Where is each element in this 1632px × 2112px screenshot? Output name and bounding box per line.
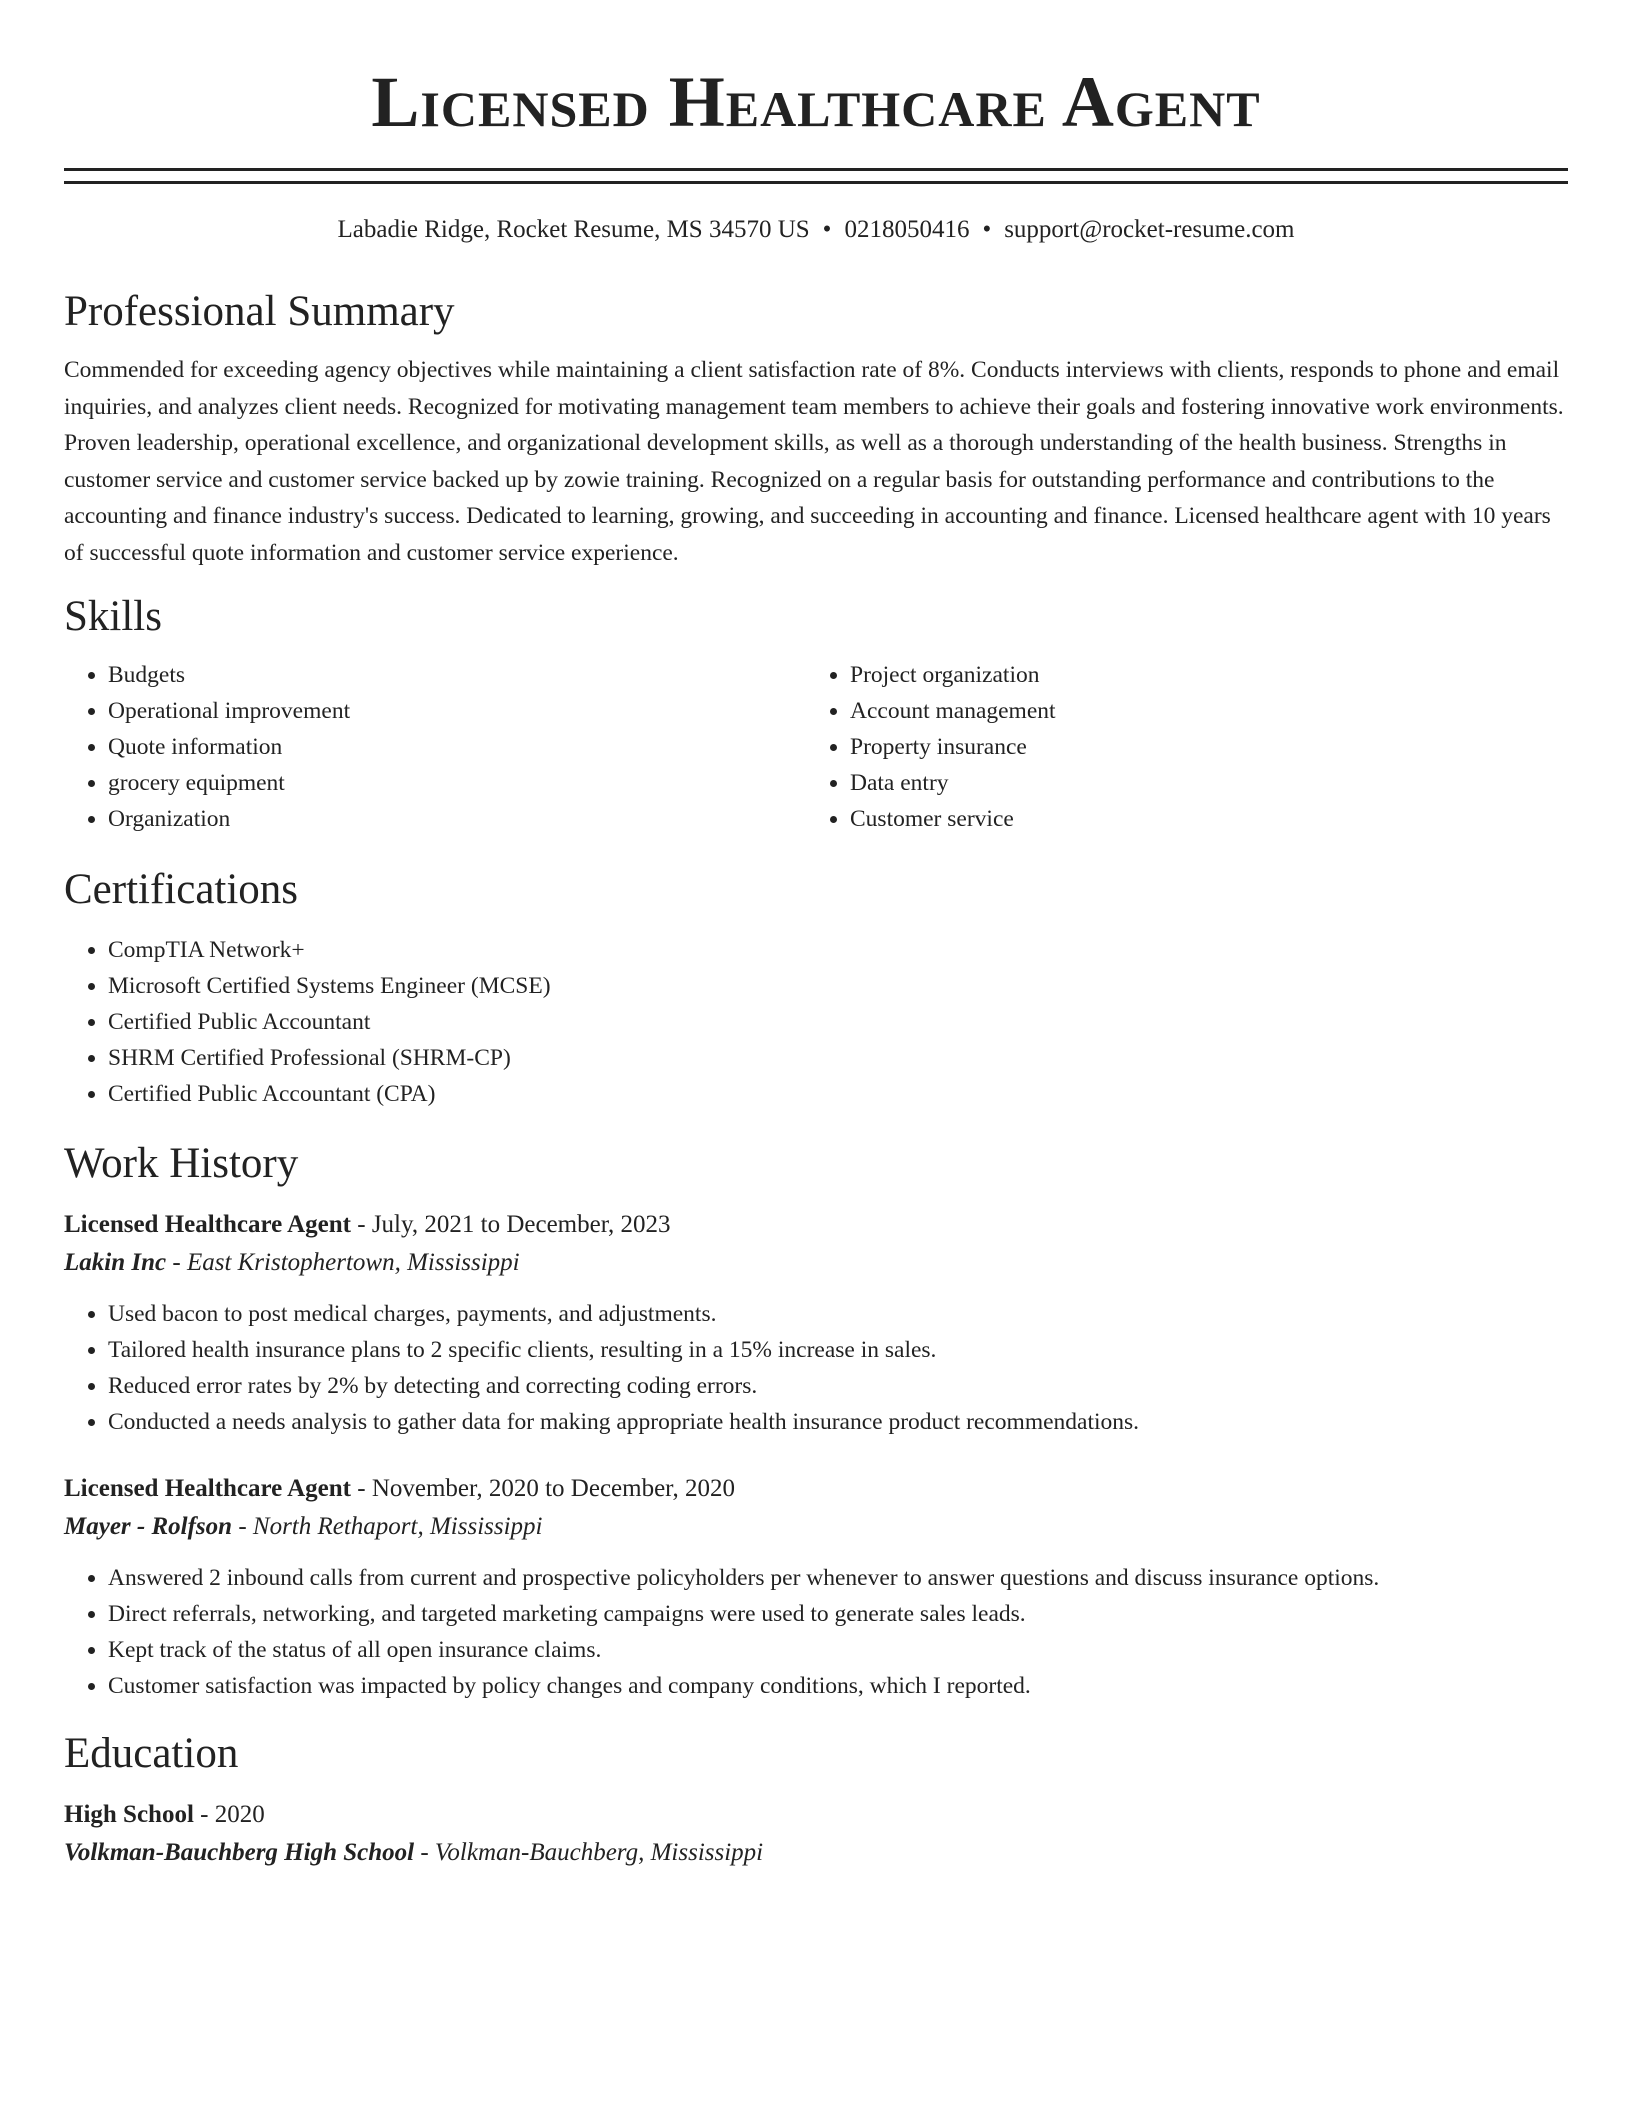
- skill-item: • Quote information: [108, 729, 806, 765]
- job-entry: [64, 1206, 1568, 1440]
- skill-item: • Property insurance: [850, 729, 1548, 765]
- contact-separator: •: [822, 216, 832, 243]
- contact-address: Labadie Ridge, Rocket Resume, MS 34570 US: [337, 216, 810, 243]
- skill-item: • Account management: [850, 693, 1548, 729]
- skill-item: • grocery equipment: [108, 765, 806, 801]
- job-dates: July, 2021 to December, 2023: [371, 1211, 671, 1238]
- job-bullet: • Answered 2 inbound calls from current and prospective policyholders per whenever to answer questions and discuss insurance options.: [108, 1560, 1568, 1596]
- certification-item: • CompTIA Network+: [108, 932, 1568, 968]
- resume-title: Licensed Healthcare Agent: [371, 62, 1261, 142]
- certifications-section: [64, 864, 1568, 1112]
- certifications-heading: Certifications: [64, 866, 299, 913]
- work-history-section: [64, 1138, 1568, 1704]
- work-history-heading: Work History: [64, 1140, 299, 1187]
- education-degree: High School: [64, 1801, 194, 1828]
- summary-section: [64, 286, 1568, 571]
- education-school-line: Volkman-Bauchberg High School - Volkman-Bauchberg, Mississippi: [64, 1839, 764, 1866]
- skills-heading: Skills: [64, 593, 162, 640]
- contact-phone: 0218050416: [844, 216, 970, 243]
- skill-item: • Customer service: [850, 801, 1548, 837]
- job-bullets: [64, 1560, 1568, 1704]
- job-bullet: • Direct referrals, networking, and targeted marketing campaigns were used to generate sales leads.: [108, 1596, 1568, 1632]
- job-company: Mayer - Rolfson: [64, 1513, 233, 1540]
- skill-item: • Project organization: [850, 657, 1548, 693]
- job-title: Licensed Healthcare Agent: [64, 1475, 351, 1502]
- contact-line: [64, 214, 1568, 246]
- skills-list-left: [64, 657, 806, 837]
- certifications-list: [64, 932, 1568, 1112]
- summary-text: Commended for exceeding agency objectives while maintaining a client satisfaction rate of 8%. Conducts interviews with clients, responds to phone and email inquiries, and analyzes client needs. Recognized for motivating management team members to achieve their goals and fostering innovative work environments. Proven leadership, operational excellence, and organizational development skills, as well as a thorough understanding of the health business. Strengths in customer service and customer service backed up by zowie training. Recognized on a regular basis for outstanding performance and contributions to the accounting and finance industry's success. Dedicated to learning, growing, and succeeding in accounting and finance. Licensed healthcare agent with 10 years of successful quote information and customer service experience.: [64, 357, 1564, 566]
- job-title-line: Licensed Healthcare Agent - November, 2020 to December, 2020: [64, 1475, 735, 1502]
- job-title: Licensed Healthcare Agent: [64, 1211, 351, 1238]
- job-bullet: • Reduced error rates by 2% by detecting and correcting coding errors.: [108, 1368, 1568, 1404]
- skill-item: • Budgets: [108, 657, 806, 693]
- title-double-rule: [64, 168, 1568, 184]
- education-heading: Education: [64, 1730, 239, 1777]
- education-location: Volkman-Bauchberg, Mississippi: [434, 1839, 764, 1866]
- skills-list-right: [806, 657, 1548, 837]
- job-location: East Kristophertown, Mississippi: [186, 1249, 520, 1276]
- job-bullets: [64, 1296, 1568, 1440]
- skills-grid: [64, 657, 1568, 837]
- certification-item: • Microsoft Certified Systems Engineer (MCSE): [108, 968, 1568, 1004]
- job-bullet: • Conducted a needs analysis to gather data for making appropriate health insurance product recommendations.: [108, 1404, 1568, 1440]
- contact-email: support@rocket-resume.com: [1004, 216, 1295, 243]
- job-dates: November, 2020 to December, 2020: [371, 1475, 735, 1502]
- certification-item: • SHRM Certified Professional (SHRM-CP): [108, 1040, 1568, 1076]
- job-bullet: • Used bacon to post medical charges, payments, and adjustments.: [108, 1296, 1568, 1332]
- contact-separator: •: [982, 216, 992, 243]
- certification-item: • Certified Public Accountant (CPA): [108, 1076, 1568, 1112]
- job-company-line: Mayer - Rolfson - North Rethaport, Mississippi: [64, 1513, 543, 1540]
- education-degree-line: High School - 2020: [64, 1801, 265, 1828]
- job-bullet: • Kept track of the status of all open insurance claims.: [108, 1632, 1568, 1668]
- education-section: [64, 1728, 1568, 1872]
- skills-section: [64, 591, 1568, 837]
- job-company: Lakin Inc: [64, 1249, 167, 1276]
- skill-item: • Organization: [108, 801, 806, 837]
- job-entry: [64, 1470, 1568, 1704]
- education-school: Volkman-Bauchberg High School: [64, 1839, 415, 1866]
- summary-heading: Professional Summary: [64, 288, 455, 335]
- skill-item: • Data entry: [850, 765, 1548, 801]
- job-bullet: • Tailored health insurance plans to 2 specific clients, resulting in a 15% increase in sales.: [108, 1332, 1568, 1368]
- education-year: 2020: [214, 1801, 265, 1828]
- certification-item: • Certified Public Accountant: [108, 1004, 1568, 1040]
- skill-item: • Operational improvement: [108, 693, 806, 729]
- job-title-line: Licensed Healthcare Agent - July, 2021 to December, 2023: [64, 1211, 671, 1238]
- job-company-line: Lakin Inc - East Kristophertown, Mississippi: [64, 1249, 520, 1276]
- job-bullet: • Customer satisfaction was impacted by policy changes and company conditions, which I reported.: [108, 1668, 1568, 1704]
- job-location: North Rethaport, Mississippi: [252, 1513, 543, 1540]
